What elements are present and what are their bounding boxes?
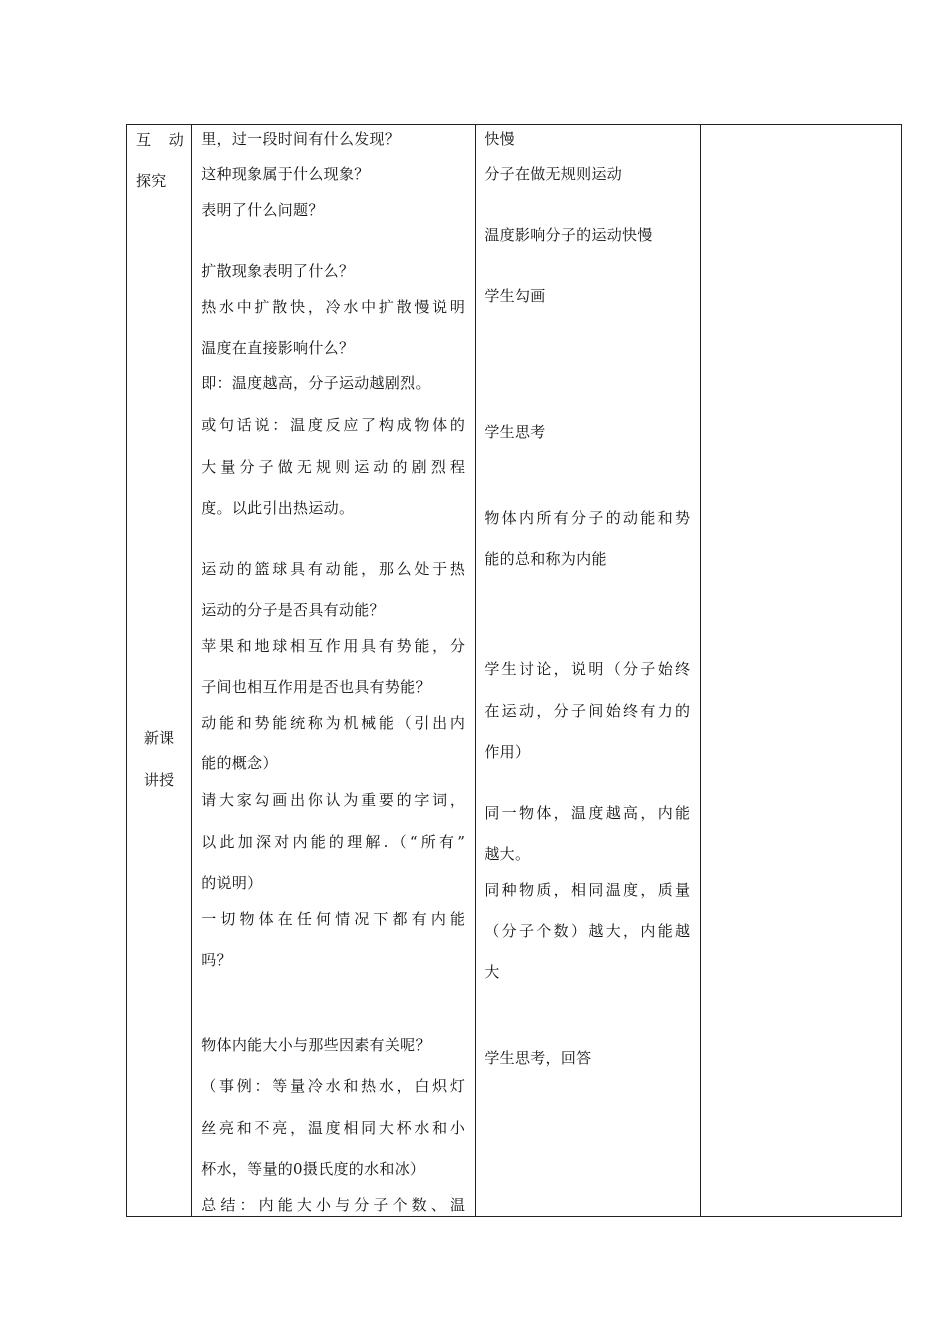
lesson-plan-table bbox=[126, 124, 902, 1217]
teacher-line: 请大家勾画出你认为重要的字词， bbox=[201, 791, 466, 809]
teacher-line: 以此加深对内能的理解.（“所有” bbox=[201, 833, 466, 851]
section-label-cell bbox=[127, 125, 192, 1217]
student-line: 学生讨论，说明（分子始终 bbox=[484, 660, 691, 678]
student-line: 学生思考，回答 bbox=[484, 1049, 592, 1067]
teacher-line: 一切物体在任何情况下都有内能 bbox=[201, 910, 466, 928]
teacher-line: 即：温度越高，分子运动越剧烈。 bbox=[201, 374, 431, 392]
teacher-activity-cell bbox=[192, 125, 476, 1217]
teacher-line: 丝亮和不亮，温度相同大杯水和小 bbox=[201, 1119, 466, 1137]
table-row bbox=[127, 125, 902, 1217]
teacher-line: 苹果和地球相互作用具有势能，分 bbox=[201, 637, 466, 655]
teacher-line: 杯水，等量的0摄氏度的水和冰） bbox=[201, 1160, 426, 1178]
teacher-line: 大量分子做无规则运动的剧烈程 bbox=[201, 458, 466, 476]
teacher-line: 吗？ bbox=[201, 951, 232, 969]
student-line: 作用） bbox=[484, 743, 531, 761]
teacher-line: 能的概念） bbox=[201, 754, 278, 772]
teacher-line: 表明了什么问题？ bbox=[201, 201, 324, 219]
student-line: 越大。 bbox=[484, 845, 531, 863]
teacher-line: 总结：内能大小与分子个数、温 bbox=[201, 1196, 466, 1214]
teacher-line: 或句话说：温度反应了构成物体的 bbox=[201, 416, 466, 434]
student-line: 同种物质，相同温度，质量 bbox=[484, 881, 691, 899]
teacher-line: 扩散现象表明了什么？ bbox=[201, 262, 355, 280]
teacher-line: 子间也相互作用是否也具有势能？ bbox=[201, 678, 431, 696]
teacher-line: 物体内能大小与那些因素有关呢？ bbox=[201, 1036, 431, 1054]
notes-cell bbox=[701, 125, 902, 1217]
teacher-line: 的说明） bbox=[201, 874, 263, 892]
teacher-line: 度。以此引出热运动。 bbox=[201, 499, 355, 517]
teacher-line: 这种现象属于什么现象？ bbox=[201, 165, 370, 183]
student-line: 温度影响分子的运动快慢 bbox=[484, 226, 653, 244]
teacher-line: 热水中扩散快，冷水中扩散慢说明 bbox=[201, 298, 466, 316]
student-line: 学生思考 bbox=[484, 423, 546, 441]
teacher-line: 里，过一段时间有什么发现？ bbox=[201, 130, 401, 148]
student-line: 快慢 bbox=[484, 130, 515, 148]
section-label: 新课 bbox=[143, 729, 175, 747]
student-activity-cell bbox=[476, 125, 701, 1217]
student-line: 分子在做无规则运动 bbox=[484, 165, 623, 183]
student-line: 物体内所有分子的动能和势 bbox=[484, 509, 691, 527]
student-line: 能的总和称为内能 bbox=[484, 550, 607, 568]
teacher-line: 温度在直接影响什么？ bbox=[201, 339, 355, 357]
student-line: 学生勾画 bbox=[484, 287, 546, 305]
student-line: 同一物体，温度越高，内能 bbox=[484, 804, 691, 822]
student-line: 大 bbox=[484, 963, 500, 981]
notes-content bbox=[701, 125, 901, 1216]
teacher-line: 运动的篮球具有动能，那么处于热 bbox=[201, 560, 466, 578]
teacher-line: 动能和势能统称为机械能（引出内 bbox=[201, 714, 466, 732]
section-label: 讲授 bbox=[143, 771, 175, 789]
student-line: （分子个数）越大，内能越 bbox=[484, 922, 691, 940]
student-line: 在运动，分子间始终有力的 bbox=[484, 702, 691, 720]
teacher-line: 运动的分子是否具有动能？ bbox=[201, 601, 385, 619]
section-label: 探究 bbox=[136, 172, 167, 190]
teacher-line: （事例：等量冷水和热水，白炽灯 bbox=[201, 1077, 466, 1095]
section-label: 互 动 bbox=[136, 131, 184, 149]
